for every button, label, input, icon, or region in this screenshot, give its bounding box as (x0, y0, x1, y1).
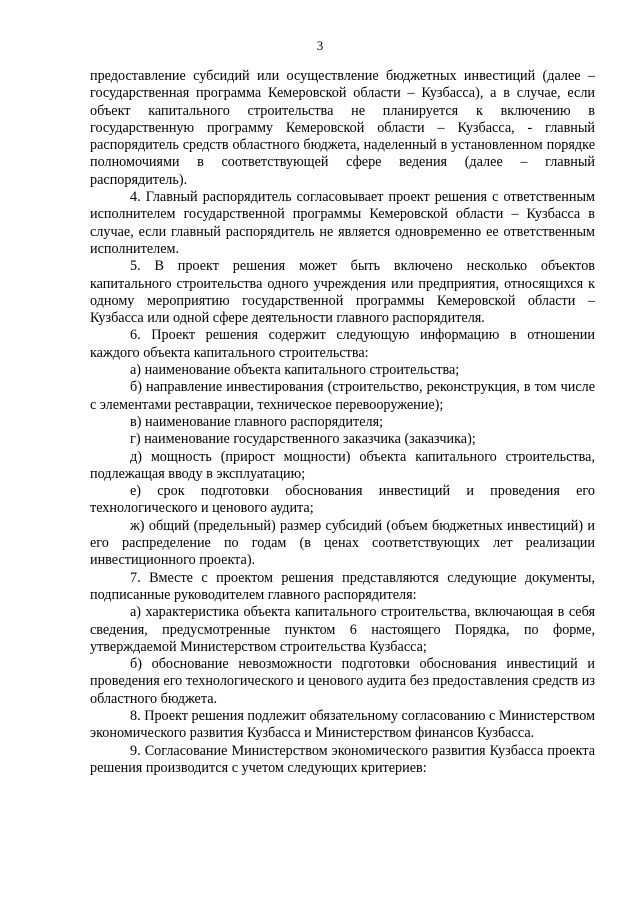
paragraph-13: а) характеристика объекта капитального строительства, включающая в себя сведения, предусмотренные пунктом 6 настоящего Порядка, по форме, утверждаемой Министерством строительства Кузбасса; (90, 604, 595, 655)
paragraph-11: ж) общий (предельный) размер субсидий (объем бюджетных инвестиций) и его распределение по годам (в ценах соответствующих лет реализации инвестиционного проекта). (90, 517, 595, 569)
document-body (90, 68, 595, 777)
paragraph-12: 7. Вместе с проектом решения представляются следующие документы, подписанные руководителем главного распорядителя: (90, 569, 595, 603)
paragraph-15: 8. Проект решения подлежит обязательному согласованию с Министерством экономического развития Кузбасса и Министерством финансов Кузбасса. (90, 707, 595, 742)
paragraph-5: а) наименование объекта капитального строительства; (130, 362, 460, 379)
paragraph-4: 6. Проект решения содержит следующую информацию в отношении каждого объекта капитального строительства: (90, 327, 595, 361)
paragraph-8: г) наименование государственного заказчика (заказчика); (130, 431, 476, 448)
paragraph-16: 9. Согласование Министерством экономического развития Кузбасса проекта решения производится с учетом следующих критериев: (90, 742, 595, 776)
paragraph-3: 5. В проект решения может быть включено несколько объектов капитального строительства одного учреждения или предприятия, относящихся к одному мероприятию государственной программы Кемеровской области – Кузбасса или одной сфере деятельности главного распорядителя. (90, 258, 595, 327)
paragraph-6: б) направление инвестирования (строительство, реконструкция, в том числе с элементами реставрации, техническое перевооружение); (90, 379, 595, 413)
paragraph-10: е) срок подготовки обоснования инвестиций и проведения его технологического и ценового аудита; (90, 483, 595, 517)
paragraph-14: б) обоснование невозможности подготовки обоснования инвестиций и проведения его технологического и ценового аудита без предоставления средств из областного бюджета. (90, 656, 595, 707)
paragraph-9: д) мощность (прирост мощности) объекта капитального строительства, подлежащая вводу в эксплуатацию; (90, 448, 595, 482)
paragraph-1: предоставление субсидий или осуществление бюджетных инвестиций (далее – государственная программа Кемеровской области – Кузбасса), а в случае, если объект капитального строительства не планируется к включению в государственную программу Кемеровской области – Кузбасса, - главный распорядитель средств областного бюджета, наделенный в установленном порядке полномочиями в соответствующей сфере ведения (далее – главный распорядитель). (90, 68, 595, 188)
paragraph-2: 4. Главный распорядитель согласовывает проект решения с ответственным исполнителем государственной программы Кемеровской области – Кузбасса в случае, если главный распорядитель не является одновременно ее ответственным исполнителем. (90, 189, 595, 257)
page-number: 3 (316, 38, 324, 53)
paragraph-7: в) наименование главного распорядителя; (130, 413, 384, 430)
